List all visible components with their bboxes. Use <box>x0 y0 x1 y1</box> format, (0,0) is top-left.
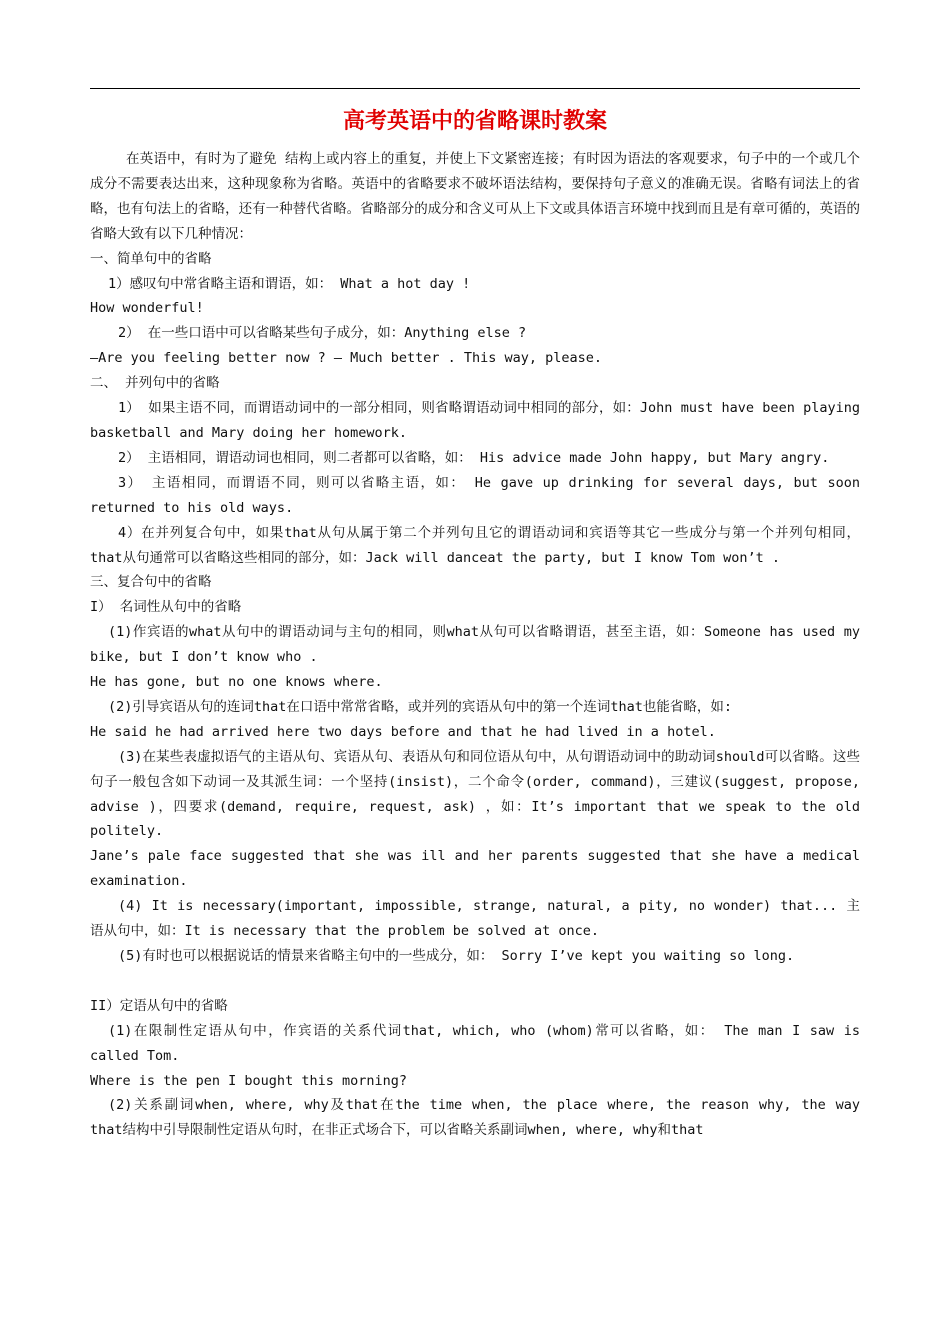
paragraph: 4）在并列复合句中，如果that从句从属于第二个并列句且它的谓语动词和宾语等其它一些成分与第一个并列句相同， that从句通常可以省略这些相同的部分，如：Jack will danceat the party, but I know Tom won’t . <box>90 524 860 566</box>
intro-paragraph: 在英语中，有时为了避免 结构上或内容上的重复，并使上下文紧密连接；有时因为语法的客观要求，句子中的一个或几个成分不需要表达出来，这种现象称为省略。英语中的省略要求不破坏语法结构，要保持句子意义的准确无误。省略有词法上的省略，也有句法上的省略，还有一种替代省略。省略部分的成分和含义可从上下文或具体语言环境中找到而且是有章可循的，英语的省略大致有以下几种情况： <box>90 151 860 242</box>
example-line: Jane’s pale face suggested that she was ill and her parents suggested that she have a medical examination. <box>90 848 860 890</box>
example-line: —Are you feeling better now ? — Much better . This way, please. <box>90 350 603 367</box>
paragraph: (2)引导宾语从句的连词that在口语中常常省略，或并列的宾语从句中的第一个连词that也能省略，如: <box>108 698 733 715</box>
subsection-heading-1: I） 名词性从句中的省略 <box>90 599 242 616</box>
section-heading-3: 三、复合句中的省略 <box>90 574 212 591</box>
paragraph: (1)在限制性定语从句中，作宾语的关系代词that, which, who (whom)常可以省略，如： The man I saw is called Tom. <box>90 1022 860 1064</box>
paragraph: (5)有时也可以根据说话的情景来省略主句中的一些成分，如： Sorry I’ve kept you waiting so long. <box>118 948 795 964</box>
paragraph: 2） 在一些口语中可以省略某些句子成分，如：Anything else ? <box>118 325 527 342</box>
paragraph: (2)关系副词when, where, why及that在the time when, the place where, the reason why, the way that结构中引导限制性定语从句时，在非正式场合下，可以省略关系副词when, where, why和that <box>90 1097 860 1139</box>
paragraph: 2） 主语相同，谓语动词也相同，则二者都可以省略，如： His advice made John happy, but Mary angry. <box>118 449 830 466</box>
example-line: Where is the pen I bought this morning? <box>90 1072 407 1089</box>
paragraph: 1） 如果主语不同，而谓语动词中的一部分相同，则省略谓语动词中相同的部分，如：John must have been playing basketball and Mary doing her homework. <box>90 400 860 441</box>
paragraph: (1)作宾语的what从句中的谓语动词与主句的相同，则what从句可以省略谓语，甚至主语，如：Someone has used my bike, but I don’t know who . <box>90 624 860 666</box>
section-heading-2: 二、 并列句中的省略 <box>90 375 220 392</box>
example-line: How wonderful! <box>90 300 204 317</box>
page-title: 高考英语中的省略课时教案 <box>342 108 607 134</box>
spacer <box>90 969 860 994</box>
example-line: He said he had arrived here two days before and that he had lived in a hotel. <box>90 723 716 740</box>
example-line: He has gone, but no one knows where. <box>90 674 383 691</box>
subsection-heading-2: II）定语从句中的省略 <box>90 997 228 1014</box>
paragraph: (3)在某些表虚拟语气的主语从句、宾语从句、表语从句和同位语从句中，从句谓语动词中的助动词should可以省略。这些句子一般包含如下动词一及其派生词：一个坚持(insist)，二个命令(order, command)，三建议(suggest, propose, advise )，四要求(demand, require, request, ask) ，如：It’s important that we speak to the old politely. <box>90 748 860 840</box>
header-rule <box>90 88 860 89</box>
paragraph: 1）感叹句中常省略主语和谓语，如： What a hot day ! <box>108 275 471 292</box>
paragraph: (4) It is necessary(important, impossible, strange, natural, a pity, no wonder) that... 主语从句中，如：It is necessary that the problem be solved at once. <box>90 898 860 940</box>
document-body <box>90 147 860 1143</box>
paragraph: 3） 主语相同，而谓语不同，则可以省略主语，如： He gave up drinking for several days, but soon returned to his old ways. <box>90 474 860 516</box>
section-heading-1: 一、简单句中的省略 <box>90 250 212 267</box>
